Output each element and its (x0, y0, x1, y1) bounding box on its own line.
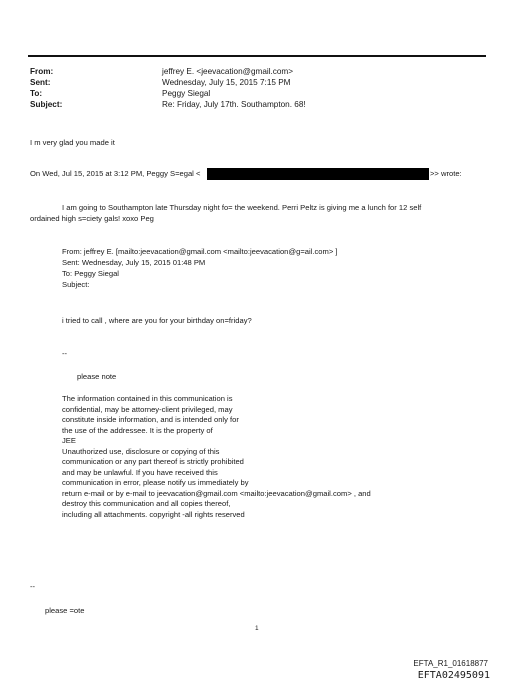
disclaimer-line: JEE (62, 436, 76, 445)
from-value: jeffrey E. <jeevacation@gmail.com> (162, 67, 294, 76)
to-value: Peggy Siegal (162, 89, 211, 98)
to-label: To: (30, 89, 43, 98)
please-note-2: please =ote (45, 606, 85, 615)
subject-value: Re: Friday, July 17th. Southampton. 68! (162, 100, 306, 109)
page-number: 1 (255, 625, 259, 632)
disclaimer-line: destroy this communication and all copies thereof, (62, 499, 231, 508)
sent-value: Wednesday, July 15, 2015 7:15 PM (162, 78, 291, 87)
disclaimer-line: return e-mail or by e-mail to jeevacation@gmail.com <mailto:jeevacation@gmail.com> , and (62, 488, 371, 498)
disclaimer-line: the use of the addressee. It is the property of (62, 425, 213, 435)
subject-label: Subject: (30, 100, 63, 109)
inner-body: i tried to call , where are you for your birthday on=friday? (62, 316, 252, 325)
disclaimer-line: communication in error, please notify us immediately by (62, 478, 249, 487)
disclaimer-line: constitute inside information, and is intended only for (62, 415, 239, 424)
peggy-message-line2: ordained high s=ciety gals! xoxo Peg (30, 214, 154, 223)
bottom-dash: -- (30, 582, 36, 591)
peggy-message-line1: I am going to Southampton late Thursday night fo= the weekend. Perri Peltz is giving me a lunch for 12 self (62, 203, 422, 212)
inner-to: To: Peggy Siegal (62, 269, 119, 278)
inner-from: From: jeffrey E. [mailto:jeevacation@gmail.com <mailto:jeevacation@g=ail.com> ] (62, 247, 338, 256)
inner-subject: Subject: (62, 280, 90, 289)
sent-label: Sent: (30, 78, 51, 87)
inner-sent: Sent: Wednesday, July 15, 2015 01:48 PM (62, 258, 206, 267)
quote-intro-right: >> wrote: (430, 169, 462, 178)
bates-number-1: EFTA_R1_01618877 (413, 659, 488, 668)
header-rule (28, 55, 486, 57)
quote-intro-left: On Wed, Jul 15, 2015 at 3:12 PM, Peggy S=egal < (30, 169, 201, 178)
disclaimer-line: confidential, may be attorney-client privileged, may (62, 404, 233, 414)
disclaimer-line: and may be unlawful. If you have received this (62, 467, 218, 477)
please-note: please note (77, 372, 117, 381)
disclaimer-line: Unauthorized use, disclosure or copying of this (62, 446, 220, 456)
disclaimer-line: The information contained in this communication is (62, 394, 233, 403)
from-label: From: (30, 67, 54, 76)
bates-number-2: EFTA02495091 (417, 670, 490, 681)
reply-text: I m very glad you made it (30, 138, 115, 147)
disclaimer-line: communication or any part thereof is strictly prohibited (62, 457, 244, 466)
redaction-bar (207, 168, 429, 180)
signature-dash: -- (62, 349, 68, 358)
disclaimer-line: including all attachments. copyright -all rights reserved (62, 509, 245, 519)
